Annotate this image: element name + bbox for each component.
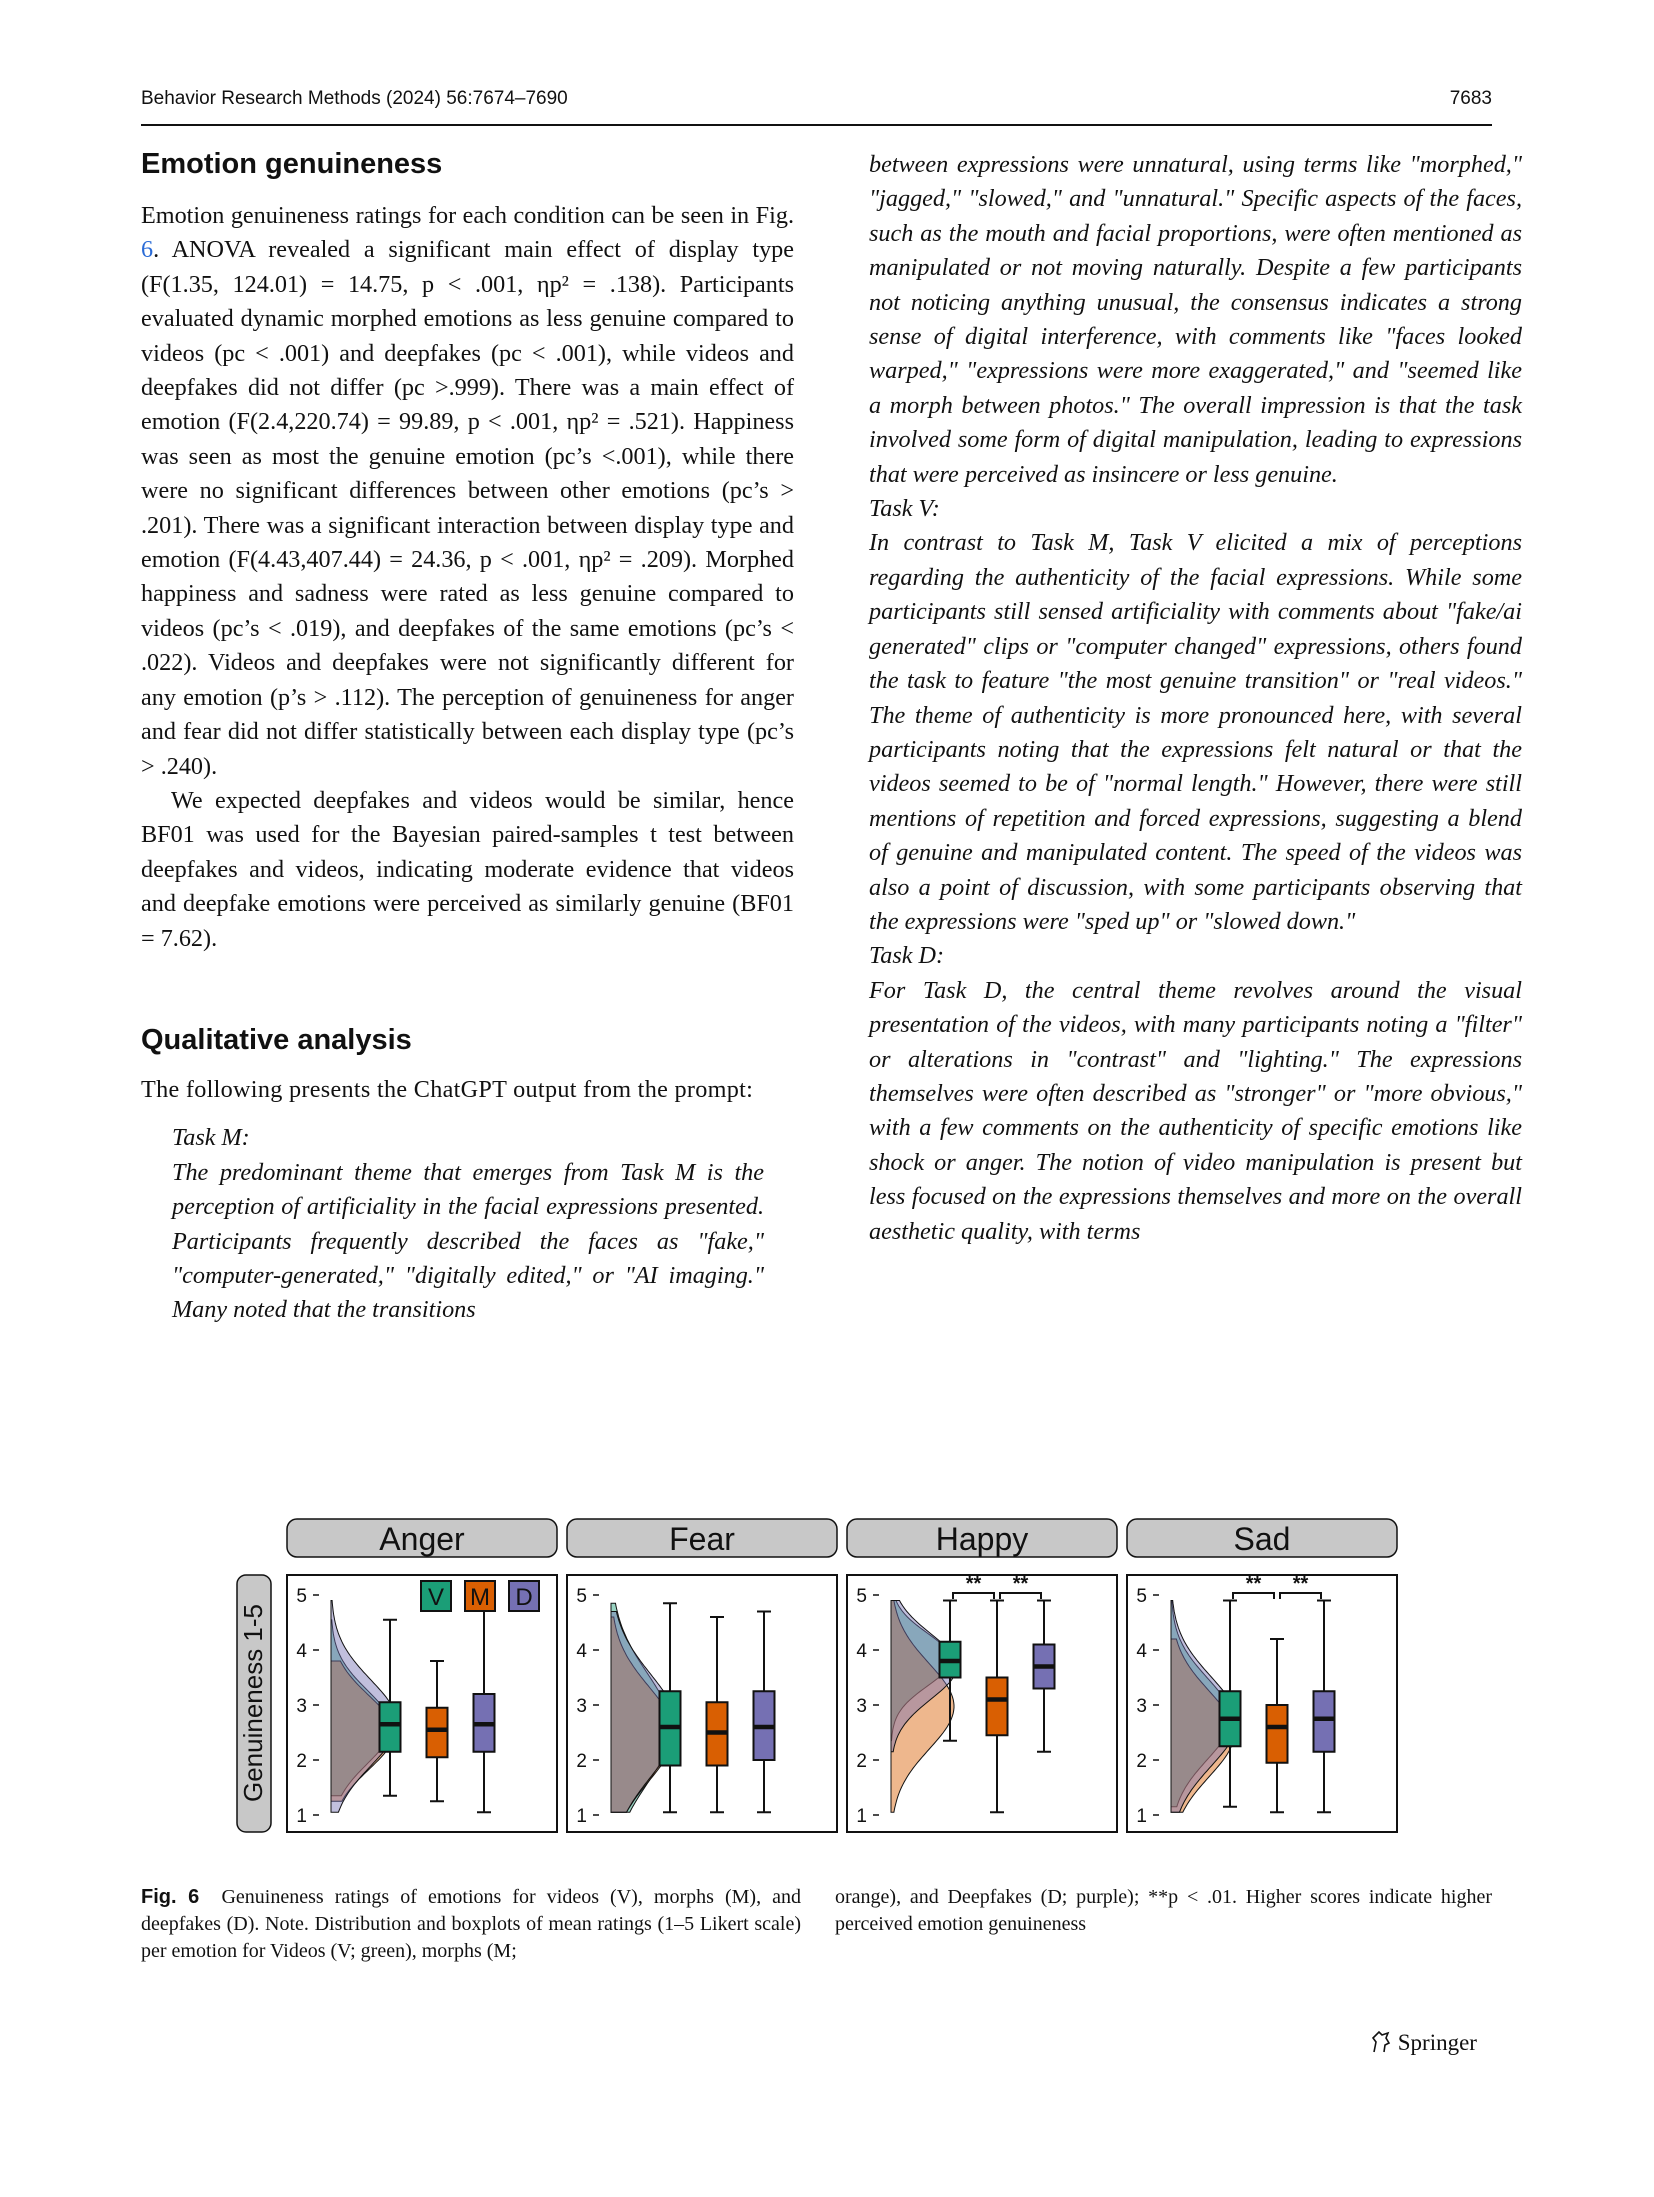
figure-6-chart [230, 1515, 1410, 1855]
y-tick-label: 1 [856, 1806, 867, 1827]
panel-frame-sad [1127, 1575, 1397, 1832]
section-heading-emotion-genuineness: Emotion genuineness [141, 148, 443, 180]
y-tick-label: 1 [576, 1806, 587, 1827]
figure-6-link[interactable]: 6 [141, 236, 154, 264]
sig-label: ** [1012, 1573, 1029, 1595]
quote-task-m [172, 1121, 764, 1327]
legend-label-V: V [427, 1584, 445, 1611]
panel-title-anger: Anger [379, 1521, 465, 1557]
task-m-text: The predominant theme that emerges from Task M is the perception of artificiality in the facial expressions presented. Participants frequently described the faces as "fake," "computer-generated," "digitally edited," or "AI imaging." Many noted that the transitions [172, 1158, 764, 1324]
box-anger-M [427, 1708, 448, 1758]
paragraph-chatgpt-intro: The following presents the ChatGPT output from the prompt: [141, 1075, 754, 1103]
y-tick-label: 5 [296, 1586, 307, 1607]
panel-title-fear: Fear [669, 1521, 735, 1557]
task-d-label: Task D: [869, 942, 945, 970]
box-anger-V [380, 1702, 401, 1752]
panel-frame-anger [287, 1575, 557, 1832]
y-tick-label: 3 [576, 1696, 587, 1717]
y-tick-label: 1 [296, 1806, 307, 1827]
task-v-label: Task V: [869, 495, 940, 523]
springer-horse-icon [1370, 2030, 1392, 2054]
caption-label: Fig. 6 [141, 1886, 200, 1908]
paragraph-bayesian: We expected deepfakes and videos would be similar, hence BF01 was used for the Bayesian paired-samples t test between deepfakes and videos, indicating moderate evidence that videos and deepfake emotions were perceived as similarly genuine (BF01 = 7.62). [141, 786, 794, 952]
caption-text-left: Genuineness ratings of emotions for videos (V), morphs (M), and deepfakes (D). Note. Distribution and boxplots of mean ratings (1–5 Likert scale) per emotion for Videos (V; green), morphs (M; [141, 1886, 802, 1962]
y-tick-label: 4 [296, 1641, 307, 1662]
sig-label: ** [965, 1573, 982, 1595]
y-tick-label: 4 [576, 1641, 587, 1662]
publisher-footer [1370, 2030, 1477, 2056]
y-tick-label: 2 [1136, 1751, 1147, 1772]
task-d-text: For Task D, the central theme revolves around the visual presentation of the videos, with many participants noting a "filter" or alterations in "contrast" and "lighting." The expressions themselves were often described as "stronger" or "more obvious," with a few comments on the authenticity of specific emotions like shock or anger. The notion of video manipulation is present but less focused on the expressions themselves and more on the overall aesthetic quality, with terms [869, 976, 1522, 1245]
y-axis-label: Genuineness 1-5 [238, 1603, 268, 1803]
left-column [141, 146, 794, 1328]
y-tick-label: 5 [576, 1586, 587, 1607]
y-tick-label: 1 [1136, 1806, 1147, 1827]
legend-label-M: M [470, 1584, 490, 1611]
y-tick-label: 2 [296, 1751, 307, 1772]
y-tick-label: 2 [576, 1751, 587, 1772]
sig-label: ** [1245, 1573, 1262, 1595]
panel-frame-fear [567, 1575, 837, 1832]
figure-caption-left [141, 1884, 801, 1965]
publisher-name: Springer [1397, 2030, 1477, 2055]
sig-label: ** [1292, 1573, 1309, 1595]
y-tick-label: 3 [296, 1696, 307, 1717]
task-m-label: Task M: [172, 1124, 250, 1152]
running-header [141, 88, 1492, 126]
y-tick-label: 3 [856, 1696, 867, 1717]
y-tick-label: 3 [1136, 1696, 1147, 1717]
y-tick-label: 4 [1136, 1641, 1147, 1662]
journal-citation: Behavior Research Methods (2024) 56:7674–7690 [141, 88, 568, 109]
legend-label-D: D [515, 1584, 533, 1611]
task-m-continued: between expressions were unnatural, using terms like "morphed," "jagged," "slowed," and "unnatural." Specific aspects of the faces, such as the mouth and facial proportions, were often mentioned as manipulated or not moving naturally. Despite a few participants not noticing anything unusual, the consensus indicates a strong sense of digital interference, with comments like "faces looked warped," "expressions were more exaggerated," and "seemed like a morph between photos." The overall impression is that the task involved some form of digital manipulation, leading to expressions that were perceived as insincere or less genuine. [869, 151, 1522, 488]
y-tick-label: 2 [856, 1751, 867, 1772]
panel-frame-happy [847, 1575, 1117, 1832]
panel-title-sad: Sad [1233, 1521, 1291, 1557]
y-tick-label: 4 [856, 1641, 867, 1662]
y-tick-label: 5 [856, 1586, 867, 1607]
paragraph-anova: Emotion genuineness ratings for each condition can be seen in Fig. 6. ANOVA revealed a significant main effect of display type (F(1.35, 124.01) = 14.75, p < .001, ηp² = .138). Participants evaluated dynamic morphed emotions as less genuine compared to videos (pc < .001) and deepfakes (pc < .001), while videos and deepfakes did not differ (pc >.999). There was a main effect of emotion (F(2.4,220.74) = 99.89, p < .001, ηp² = .521). Happiness was seen as most the genuine emotion (pc’s <.001), while there were no significant differences between other emotions (pc’s > .201). There was a significant interaction between display type and emotion (F(4.43,407.44) = 24.36, p < .001, ηp² = .209). Morphed happiness and sadness were rated as less genuine compared to videos (pc’s < .019), and deepfakes of the same emotions (pc’s < .022). Videos and deepfakes were not significantly different for any emotion (p’s > .112). The perception of genuineness for anger and fear did not differ statistically between each display type (pc’s > .240). [141, 202, 794, 780]
task-v-text: In contrast to Task M, Task V elicited a mix of perceptions regarding the authenticity of the facial expressions. While some participants still sensed artificiality with comments about "fake/ai generated" clips or "computer changed" expressions, others found the task to feature "the most genuine transition" or "real videos." The theme of authenticity is more pronounced here, with several participants noting that the expressions felt natural or that the videos seemed to be of "normal length." However, there were still mentions of repetition and forced expressions, suggesting a blend of genuine and manipulated content. The speed of the videos was also a point of discussion, with some participants observing that the expressions were "sped up" or "slowed down." [869, 529, 1522, 935]
box-sad-M [1267, 1705, 1288, 1763]
right-column [869, 148, 1522, 1249]
box-sad-D [1314, 1691, 1335, 1752]
panel-title-happy: Happy [935, 1521, 1029, 1557]
y-tick-label: 5 [1136, 1586, 1147, 1607]
section-heading-qualitative: Qualitative analysis [141, 1023, 412, 1056]
box-happy-M [987, 1678, 1008, 1736]
figure-caption-right: orange), and Deepfakes (D; purple); **p < .01. Higher scores indicate higher perceived emotion genuineness [835, 1886, 1492, 1935]
page-number: 7683 [1449, 88, 1492, 109]
